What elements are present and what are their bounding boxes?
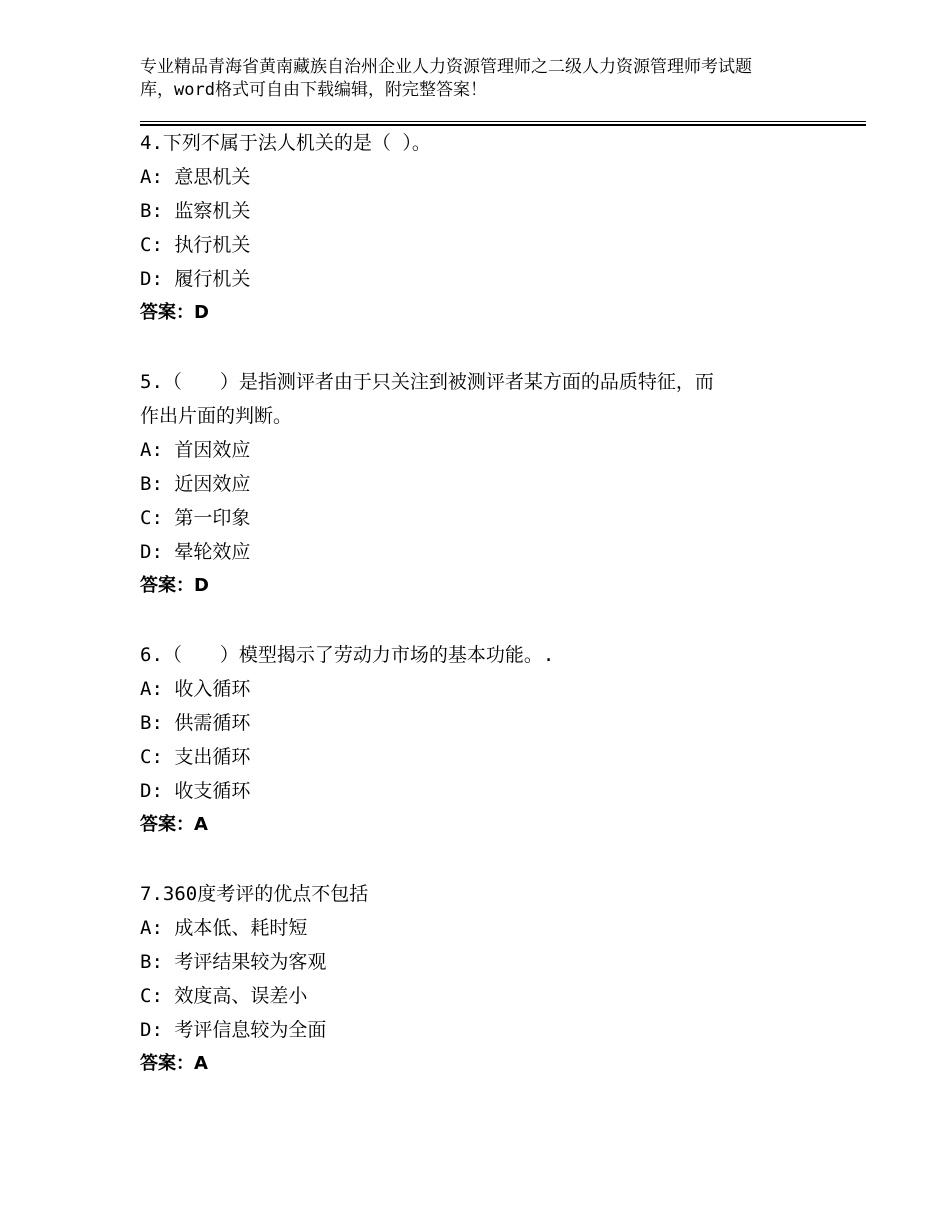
option-a: A: 成本低、耗时短	[140, 917, 308, 939]
option-d: D: 晕轮效应	[140, 541, 251, 563]
option-a: A: 收入循环	[140, 678, 251, 700]
header-rule-thin	[140, 121, 866, 122]
question-5	[140, 365, 830, 603]
answer-label: 答案：A	[140, 1053, 208, 1074]
question-stem-line-2: 作出片面的判断。	[140, 405, 293, 427]
question-stem: 4.下列不属于法人机关的是（ ）。	[140, 132, 431, 154]
option-c: C: 执行机关	[140, 234, 251, 256]
option-a: A: 首因效应	[140, 439, 251, 461]
answer-label: 答案：D	[140, 575, 209, 596]
option-d: D: 考评信息较为全面	[140, 1019, 327, 1041]
option-c: C: 支出循环	[140, 746, 251, 768]
document-header	[140, 56, 840, 102]
question-4	[140, 126, 830, 330]
question-stem: 6.（ ）模型揭示了劳动力市场的基本功能。.	[140, 644, 555, 666]
question-stem: 7.360度考评的优点不包括	[140, 883, 369, 905]
answer-label: 答案：D	[140, 302, 209, 323]
option-b: B: 监察机关	[140, 200, 251, 222]
header-line-1: 专业精品青海省黄南藏族自治州企业人力资源管理师之二级人力资源管理师考试题	[140, 57, 752, 77]
question-6	[140, 638, 830, 842]
option-b: B: 考评结果较为客观	[140, 951, 327, 973]
answer-label: 答案：A	[140, 814, 208, 835]
question-7	[140, 877, 830, 1081]
option-d: D: 收支循环	[140, 780, 251, 802]
option-a: A: 意思机关	[140, 166, 251, 188]
option-d: D: 履行机关	[140, 268, 251, 290]
header-line-2: 库，word格式可自由下载编辑，附完整答案！	[140, 80, 487, 100]
option-b: B: 供需循环	[140, 712, 251, 734]
option-c: C: 第一印象	[140, 507, 251, 529]
option-c: C: 效度高、误差小	[140, 985, 308, 1007]
option-b: B: 近因效应	[140, 473, 251, 495]
question-stem-line-1: 5.（ ）是指测评者由于只关注到被测评者某方面的品质特征，而	[140, 371, 714, 393]
